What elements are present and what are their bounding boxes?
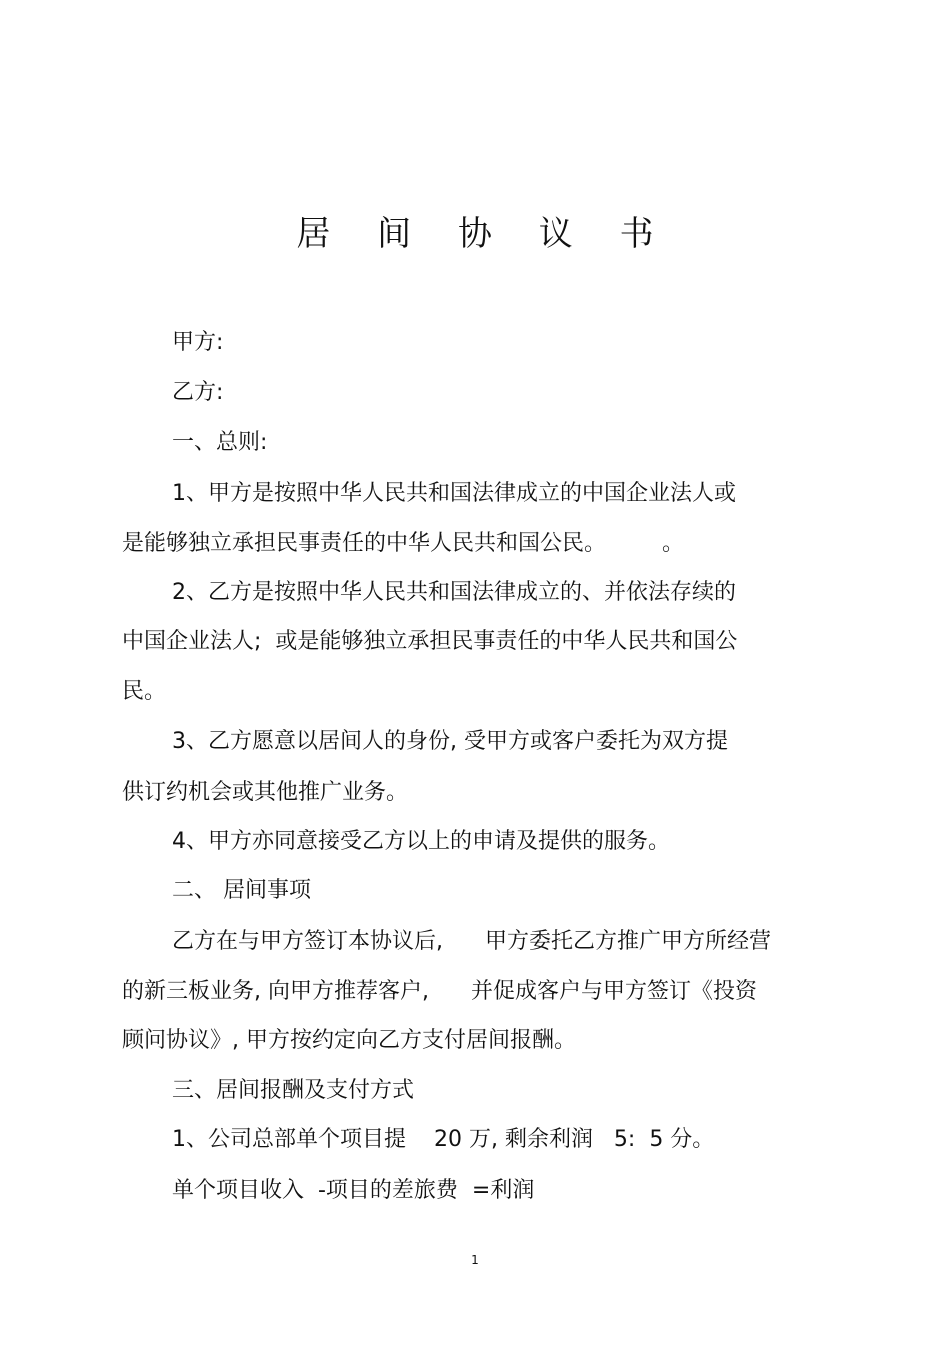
section-1-clause-1-line-1: 1、甲方是按照中华人民共和国法律成立的中国企业法人或 — [172, 481, 736, 506]
section-3-heading: 三、居间报酬及支付方式 — [172, 1078, 415, 1103]
section-1-clause-3-line-1: 3、乙方愿意以居间人的身份, 受甲方或客户委托为双方提 — [172, 729, 728, 754]
party-b-label: 乙方: — [172, 380, 224, 405]
section-2-paragraph-line-3: 顾问协议》, 甲方按约定向乙方支付居间报酬。 — [122, 1028, 576, 1053]
section-2-paragraph-line-2: 的新三板业务, 向甲方推荐客户, 并促成客户与甲方签订《投资 — [122, 979, 757, 1004]
section-1-heading: 一、总则: — [172, 430, 268, 455]
section-3-clause-1: 1、公司总部单个项目提 20 万, 剩余利润 5: 5 分。 — [172, 1127, 715, 1152]
section-1-clause-2-line-2: 中国企业法人; 或是能够独立承担民事责任的中华人民共和国公 — [122, 629, 738, 654]
section-1-clause-4-line-1: 4、甲方亦同意接受乙方以上的申请及提供的服务。 — [172, 829, 670, 854]
section-3-formula: 单个项目收入 -项目的差旅费 =利润 — [172, 1178, 535, 1203]
section-1-clause-2-line-3: 民。 — [122, 679, 167, 704]
party-a-label: 甲方: — [172, 330, 224, 355]
section-1-clause-3-line-2: 供订约机会或其他推广业务。 — [122, 780, 409, 805]
section-2-heading: 二、 居间事项 — [172, 878, 311, 903]
section-1-clause-1-line-2: 是能够独立承担民事责任的中华人民共和国公民。 。 — [122, 531, 684, 556]
section-1-clause-2-line-1: 2、乙方是按照中华人民共和国法律成立的、并依法存续的 — [172, 580, 736, 605]
document-title: 居 间 协 议 书 — [296, 214, 672, 254]
section-2-paragraph-line-1: 乙方在与甲方签订本协议后, 甲方委托乙方推广甲方所经营 — [172, 929, 771, 954]
page-number: 1 — [471, 1253, 479, 1267]
